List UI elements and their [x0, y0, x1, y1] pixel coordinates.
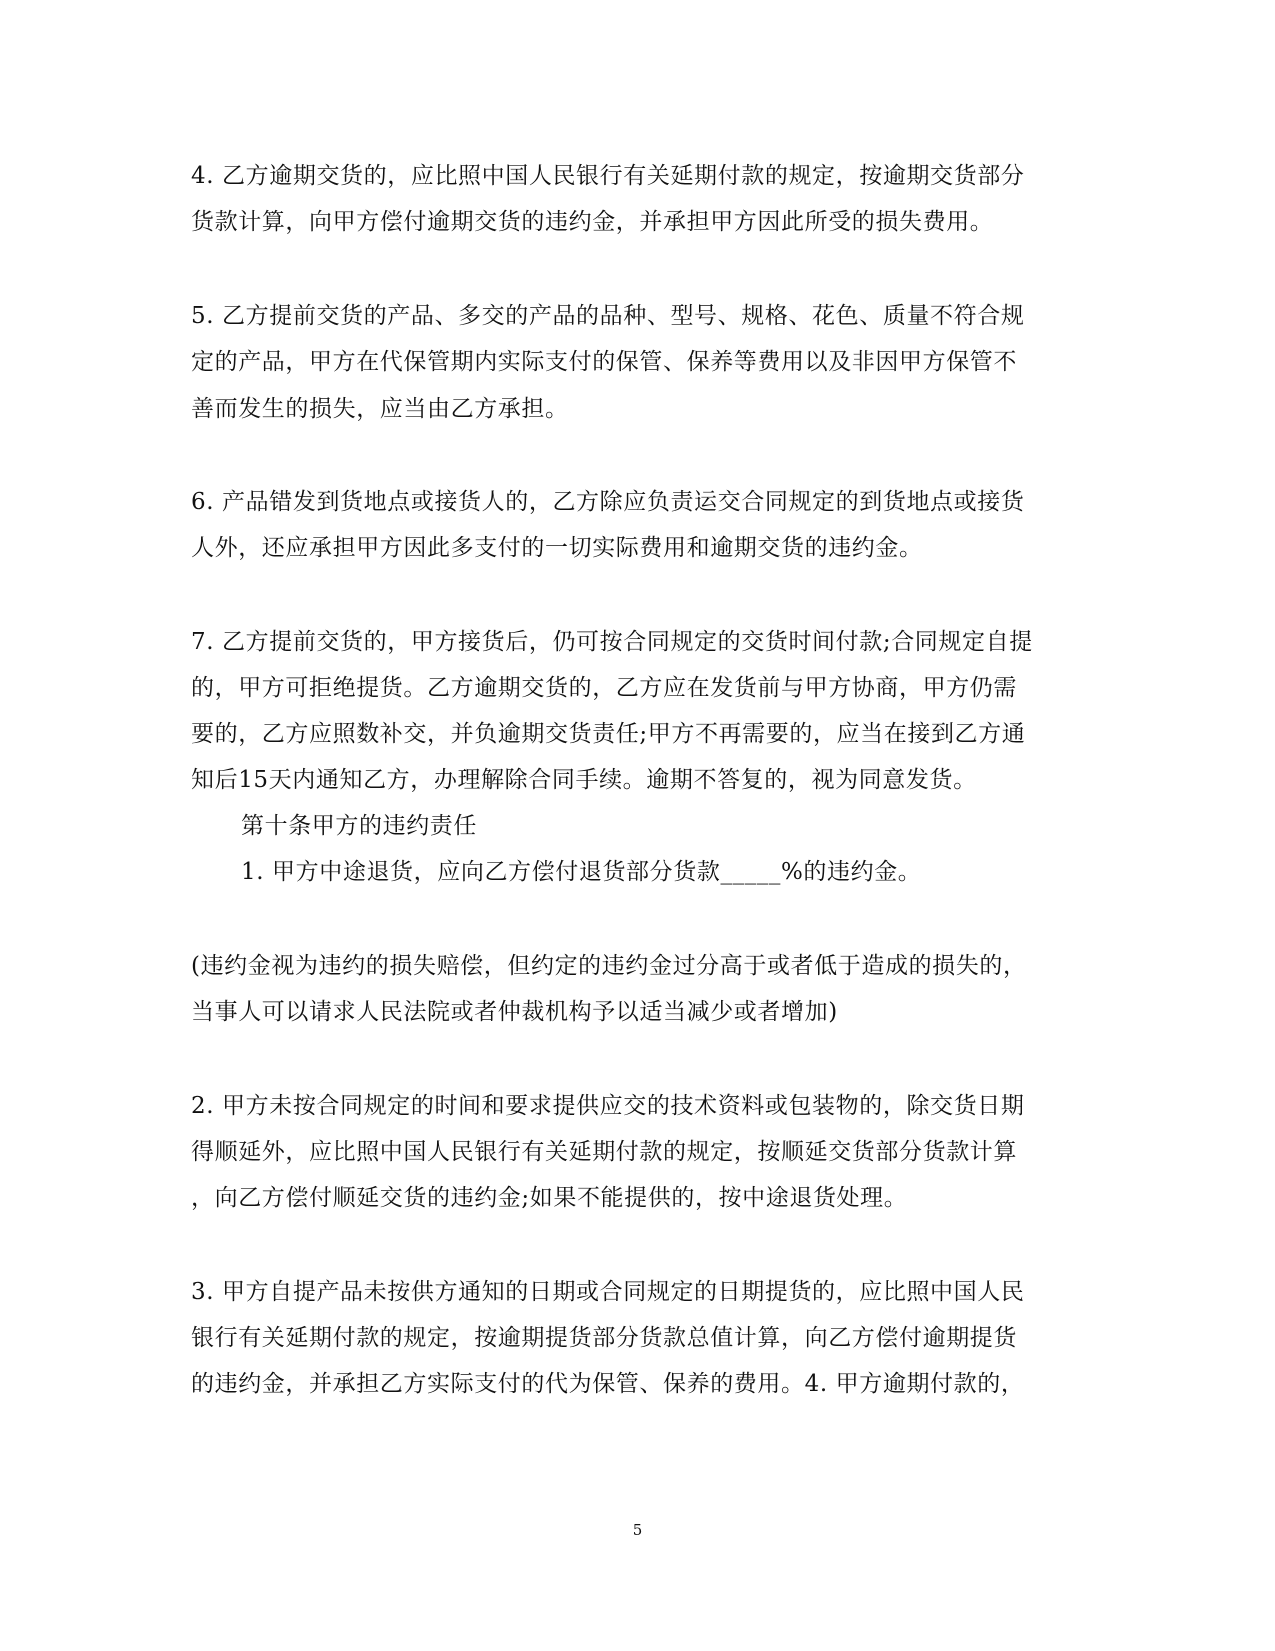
- paragraph-7-line-1: 7. 乙方提前交货的，甲方接货后，仍可按合同规定的交货时间付款;合同规定自提: [191, 629, 1033, 655]
- paragraph-7-line-2: 的，甲方可拒绝提货。乙方逾期交货的，乙方应在发货前与甲方协商，甲方仍需: [191, 675, 1017, 701]
- paragraph-7-line-4: 知后15天内通知乙方，办理解除合同手续。逾期不答复的，视为同意发货。: [191, 767, 977, 793]
- section-heading: 第十条甲方的违约责任: [241, 813, 477, 839]
- note-line-2: 当事人可以请求人民法院或者仲裁机构予以适当减少或者增加): [191, 999, 838, 1025]
- clause-1-line-1: 1. 甲方中途退货，应向乙方偿付退货部分货款_____%的违约金。: [241, 859, 922, 885]
- paragraph-5-line-3: 善而发生的损失，应当由乙方承担。: [191, 396, 569, 422]
- clause-3-line-2: 银行有关延期付款的规定，按逾期提货部分货款总值计算，向乙方偿付逾期提货: [191, 1325, 1017, 1351]
- clause-2-line-3: ，向乙方偿付顺延交货的违约金;如果不能提供的，按中途退货处理。: [191, 1185, 908, 1211]
- page-number: 5: [632, 1521, 643, 1539]
- paragraph-6-line-1: 6. 产品错发到货地点或接货人的，乙方除应负责运交合同规定的到货地点或接货: [191, 489, 1025, 515]
- note-line-1: (违约金视为违约的损失赔偿，但约定的违约金过分高于或者低于造成的损失的，: [191, 953, 1027, 979]
- paragraph-5-line-1: 5. 乙方提前交货的产品、多交的产品的品种、型号、规格、花色、质量不符合规: [191, 303, 1025, 329]
- paragraph-5-line-2: 定的产品，甲方在代保管期内实际支付的保管、保养等费用以及非因甲方保管不: [191, 349, 1017, 375]
- paragraph-4-line-2: 货款计算，向甲方偿付逾期交货的违约金，并承担甲方因此所受的损失费用。: [191, 209, 994, 235]
- paragraph-6-line-2: 人外，还应承担甲方因此多支付的一切实际费用和逾期交货的违约金。: [191, 535, 923, 561]
- clause-3-line-1: 3. 甲方自提产品未按供方通知的日期或合同规定的日期提货的，应比照中国人民: [191, 1279, 1025, 1305]
- paragraph-7-line-3: 要的，乙方应照数补交，并负逾期交货责任;甲方不再需要的，应当在接到乙方通: [191, 721, 1026, 747]
- paragraph-4-line-1: 4. 乙方逾期交货的，应比照中国人民银行有关延期付款的规定，按逾期交货部分: [191, 163, 1025, 189]
- clause-2-line-2: 得顺延外，应比照中国人民银行有关延期付款的规定，按顺延交货部分货款计算: [191, 1139, 1017, 1165]
- clause-2-line-1: 2. 甲方未按合同规定的时间和要求提供应交的技术资料或包装物的，除交货日期: [191, 1093, 1025, 1119]
- clause-3-line-3: 的违约金，并承担乙方实际支付的代为保管、保养的费用。4. 甲方逾期付款的，: [191, 1371, 1025, 1397]
